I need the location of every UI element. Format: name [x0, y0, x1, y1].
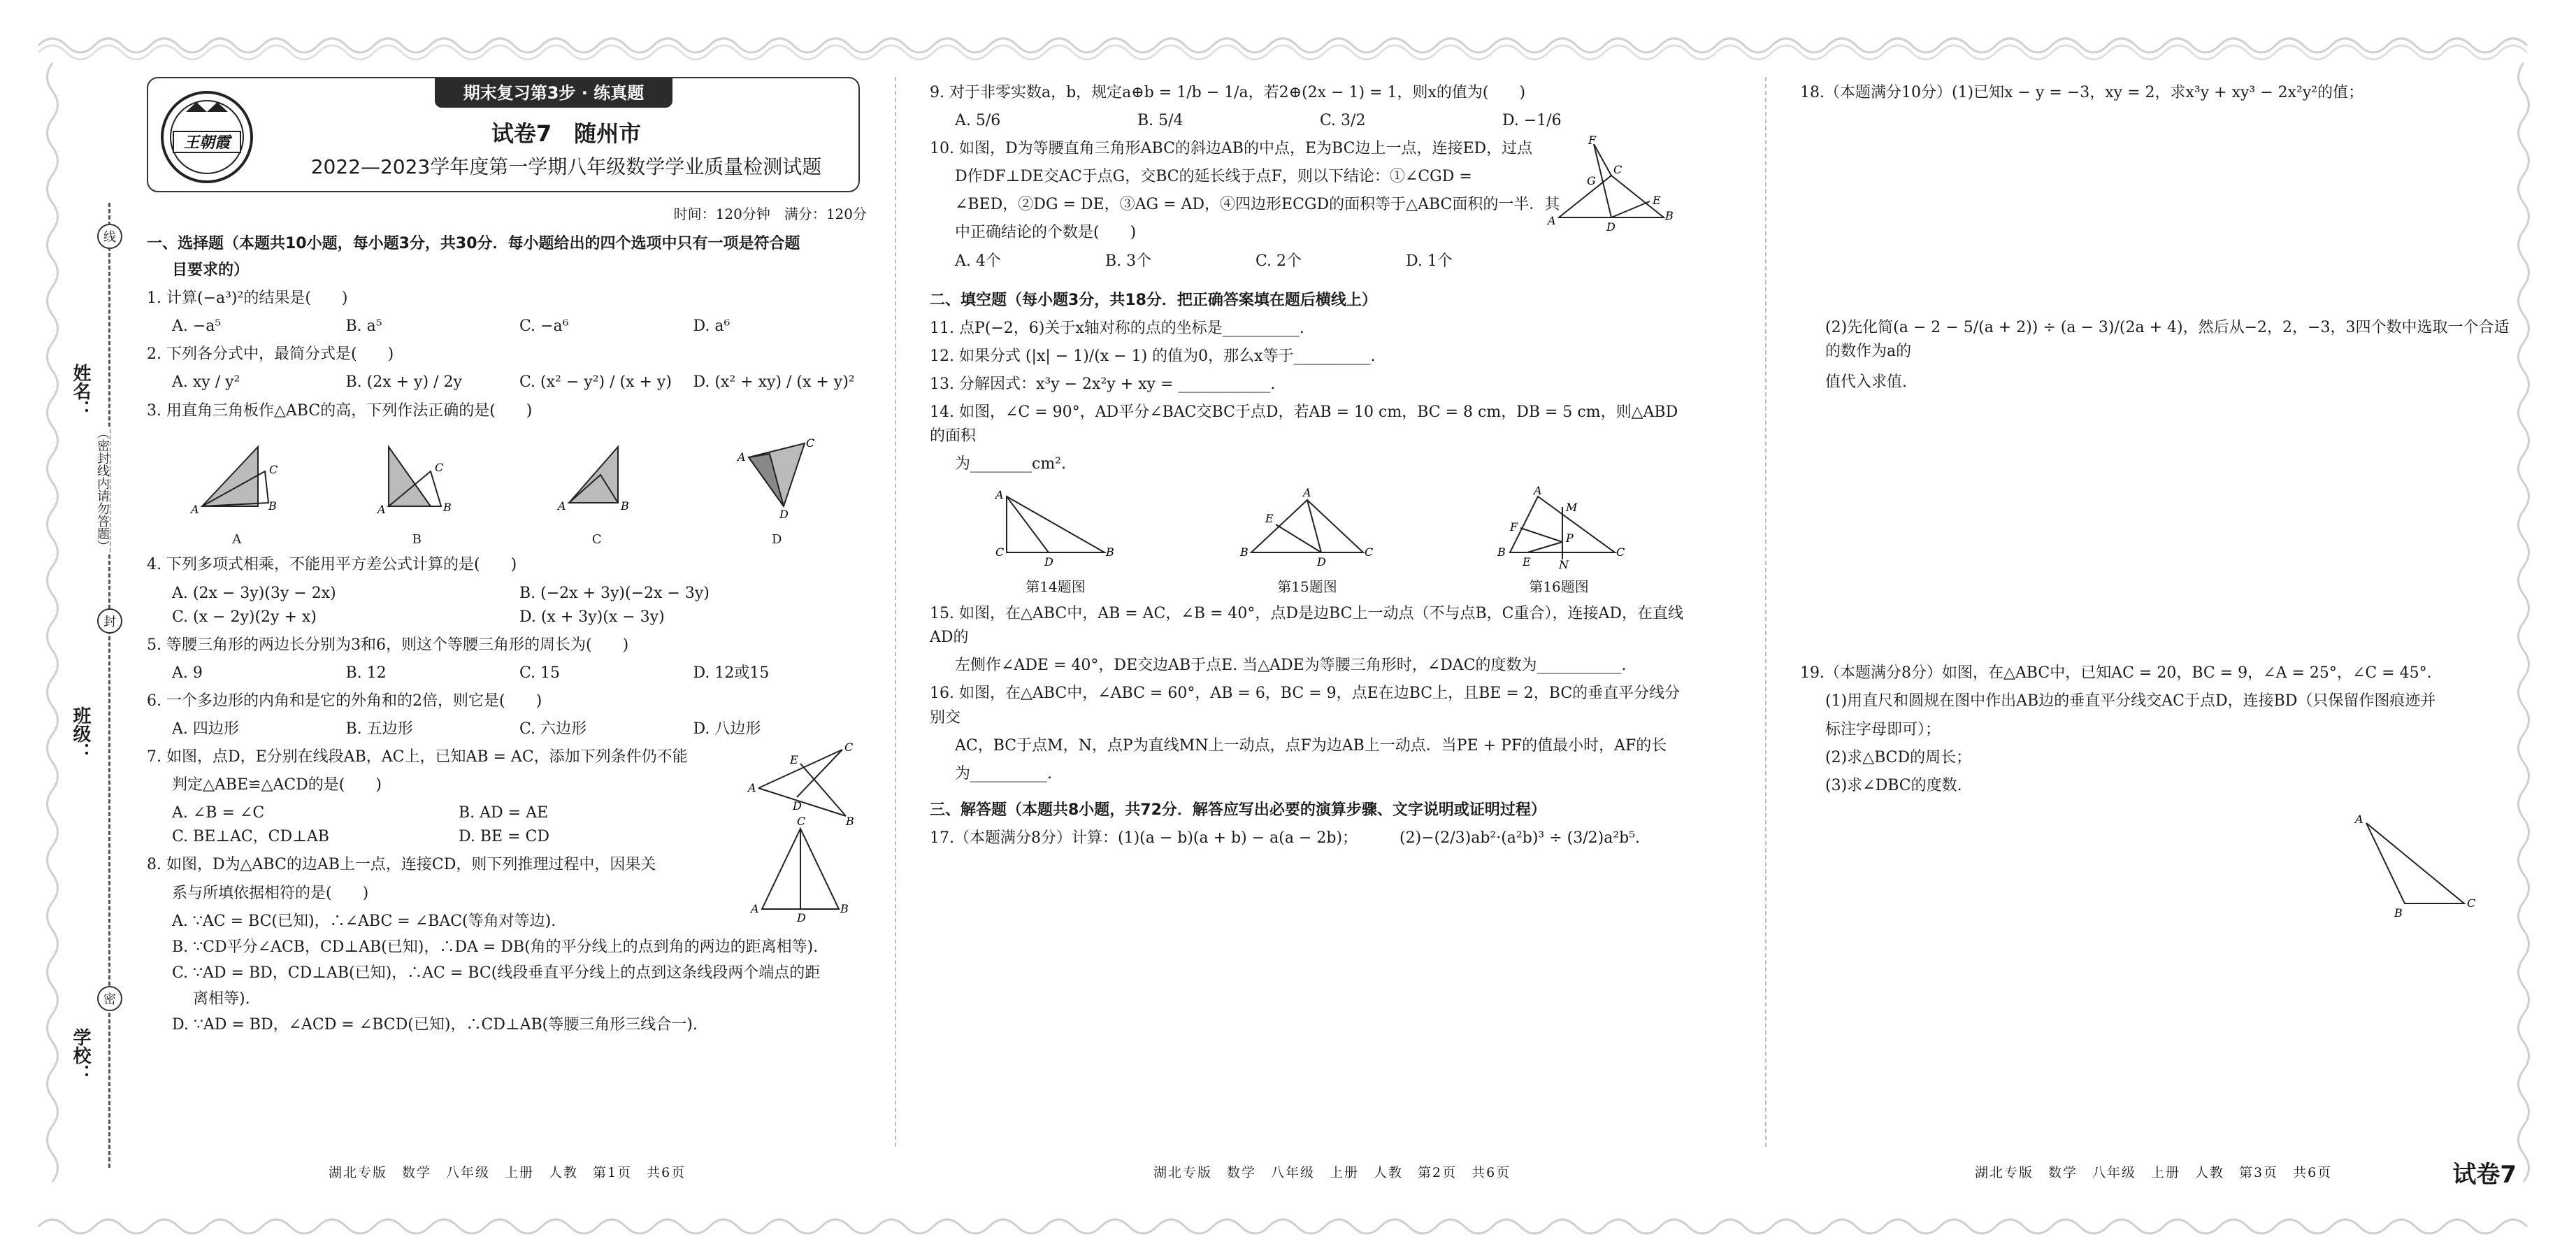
option-a: A. 4个	[955, 252, 1001, 270]
option-c: C. BE⊥AC，CD⊥AB	[172, 828, 329, 846]
option-d: D. 八边形	[693, 720, 761, 738]
question-15: 15. 如图，在△ABC中，AB = AC，∠B = 40°，点D是边BC上一动点（不与点B，C重合），连接AD，在直线AD的	[930, 605, 1683, 647]
option-c: C. (x² − y²) / (x + y)	[519, 373, 672, 392]
question-13: 13. 分解因式：x³y − 2x²y + xy = ____________.	[930, 375, 1276, 393]
svg-text:B: B	[1240, 545, 1249, 559]
option-c: C. (x − 2y)(2y + x)	[172, 608, 317, 626]
svg-text:E: E	[1523, 555, 1531, 569]
q15-figure	[1237, 486, 1377, 570]
question-5-options	[172, 662, 867, 685]
option-d: D. 1个	[1406, 252, 1453, 270]
left-wavy-border	[38, 63, 66, 1182]
option-d: D. ∵AD = BD，∠ACD = ∠BCD(已知)，∴CD⊥AB(等腰三角形三线合一).	[172, 1016, 698, 1034]
review-step-tab: 期末复习第3步 · 练真题	[435, 78, 672, 108]
section-2-title: 二、填空题（每小题3分，共18分．把正确答案填在题后横线上）	[930, 291, 1377, 309]
svg-text:A: A	[377, 502, 386, 516]
option-c: C. 六边形	[519, 720, 587, 738]
option-c-cont: 离相等).	[193, 989, 250, 1008]
question-7-options	[172, 801, 745, 849]
option-a: A. ∵AC = BC(已知)，∴∠ABC = ∠BAC(等角对等边).	[172, 912, 556, 930]
question-7: 7. 如图，点D，E分别在线段AB，AC上，已知AB = AC，添加下列条件仍不能	[147, 748, 688, 766]
option-c: C. ∵AD = BD，CD⊥AB(已知)，∴AC = BC(线段垂直平分线上的点到这条线段两个端点的距	[172, 964, 821, 982]
svg-text:A: A	[748, 781, 756, 795]
svg-text:B: B	[1665, 209, 1674, 223]
question-19-part-2: (2)求△BCD的周长；	[1825, 748, 1972, 766]
q3-figure-b	[368, 433, 466, 550]
option-b: B. 12	[345, 664, 387, 682]
answer-space-18-1	[1800, 109, 2520, 312]
q8-figure	[748, 815, 853, 925]
question-17-part-1: 17.（本题满分8分）计算：(1)(a − b)(a + b) − a(a − 2b)；	[930, 829, 1358, 847]
svg-text:B: B	[846, 815, 854, 829]
svg-text:E: E	[1265, 512, 1274, 526]
footer-page-3: 湖北专版 数学 八年级 上册 人教 第3页 共6页	[1975, 1165, 2333, 1180]
binding-seal-mark: 封	[97, 608, 122, 634]
question-18: 18.（本题满分10分）(1)已知x − y = −3，xy = 2，求x³y + xy³ − 2x²y²的值；	[1800, 84, 2364, 101]
paper-number: 试卷7	[2452, 1161, 2517, 1189]
figure-15-caption: 第15题图	[1277, 578, 1337, 596]
option-c: C. 15	[519, 664, 561, 682]
figure-16-caption: 第16题图	[1529, 578, 1589, 596]
question-2-options	[172, 371, 867, 394]
question-18-part-2: (2)先化简(a − 2 − 5/(a + 2)) ÷ (a − 3)/(2a + 4)，然后从−2，2，−3，3四个数中选取一个合适的数作为a的	[1825, 319, 2510, 361]
question-10-line2: D作DF⊥DE交AC于点G，交BC的延长线于点F，则以下结论：①∠CGD =	[955, 168, 1472, 186]
question-6-options	[172, 717, 867, 741]
svg-text:A: A	[751, 902, 759, 916]
option-d: D. BE = CD	[459, 828, 549, 846]
svg-text:C: C	[844, 741, 854, 755]
question-10-options	[955, 250, 1556, 273]
binding-fold-mark: 密	[97, 986, 122, 1011]
binding-line-mark: 线	[97, 224, 122, 249]
svg-text:D: D	[797, 911, 806, 925]
svg-text:E: E	[1653, 194, 1661, 208]
svg-text:P: P	[1566, 531, 1574, 545]
q16-figure	[1489, 486, 1629, 570]
option-b: B. 5/4	[1137, 112, 1183, 130]
question-10: 10. 如图，D为等腰直角三角形ABC的斜边AB的中点，E为BC边上一点，连接ED，过点	[930, 140, 1533, 158]
option-a: A. 5/6	[955, 112, 1001, 130]
column-divider-1	[895, 77, 896, 1147]
option-d: D. (x² + xy) / (x + y)²	[693, 373, 855, 392]
name-field-label: 姓名：	[70, 364, 91, 418]
question-17-part-2: (2)−(2/3)ab²·(a²b)³ ÷ (3/2)a²b⁵.	[1399, 829, 1641, 847]
triangle-figure	[188, 433, 286, 524]
option-b: B. ∵CD平分∠ACB，CD⊥AB(已知)，∴DA = DB(角的平分线上的点到角的两边的距离相等).	[172, 938, 819, 956]
binding-dashed-line	[108, 203, 110, 1168]
q10-figure	[1545, 134, 1678, 235]
figure-16	[1489, 486, 1629, 598]
svg-text:D: D	[1317, 555, 1326, 569]
option-a: A. 四边形	[172, 720, 239, 738]
option-a: A. xy / y²	[172, 373, 240, 392]
svg-text:A: A	[2355, 812, 2363, 826]
question-16-line3: 为__________.	[955, 764, 1052, 782]
question-7-cont: 判定△ABE≌△ACD的是( )	[172, 776, 382, 794]
question-17	[930, 827, 1685, 850]
svg-text:A: A	[1303, 486, 1311, 500]
option-c: C. −a⁶	[519, 317, 569, 336]
svg-text:C: C	[995, 545, 1005, 559]
question-19-part-1-cont: 标注字母即可）；	[1825, 720, 1941, 738]
svg-text:M: M	[1566, 501, 1578, 515]
svg-text:G: G	[1587, 174, 1596, 188]
option-d: D. a⁶	[693, 317, 731, 336]
question-10-line4: 中正确结论的个数是( )	[955, 224, 1137, 242]
svg-text:B: B	[840, 902, 849, 916]
question-1: 1. 计算(−a³)²的结果是( )	[147, 289, 348, 308]
svg-text:F: F	[1588, 134, 1597, 148]
question-9: 9. 对于非零实数a，b，规定a⊕b = 1/b − 1/a，若2⊕(2x − 1) = 1，则x的值为( )	[930, 84, 1526, 101]
q3-label-c: C	[591, 531, 602, 547]
svg-text:B: B	[620, 499, 629, 513]
svg-text:A: A	[1548, 214, 1556, 228]
option-a: A. −a⁵	[172, 317, 222, 336]
svg-text:D: D	[779, 507, 789, 521]
top-wavy-border	[38, 28, 2534, 63]
q14-figure	[986, 486, 1125, 570]
brand-logo	[158, 88, 256, 186]
page-3-column	[1800, 77, 2520, 1154]
question-11: 11. 点P(−2，6)关于x轴对称的点的坐标是__________.	[930, 319, 1304, 337]
question-4: 4. 下列多项式相乘，不能用平方差公式计算的是( )	[147, 556, 517, 574]
svg-text:B: B	[443, 500, 452, 514]
question-6: 6. 一个多边形的内角和是它的外角和的2倍，则它是( )	[147, 692, 542, 710]
question-2: 2. 下列各分式中，最简分式是( )	[147, 345, 394, 364]
svg-text:C: C	[435, 460, 444, 474]
q3-figure-a	[188, 433, 286, 550]
time-and-score: 时间：120分钟 满分：120分	[673, 206, 867, 222]
option-b: B. a⁵	[345, 317, 382, 336]
svg-text:D: D	[1044, 555, 1053, 569]
option-d: D. (x + 3y)(x − 3y)	[519, 608, 665, 626]
question-8-cont: 系与所填依据相符的是( )	[172, 884, 369, 902]
exam-header	[147, 77, 860, 192]
question-14-cont: 为________cm².	[955, 455, 1066, 473]
question-3: 3. 用直角三角板作△ABC的高，下列作法正确的是( )	[147, 401, 533, 420]
figure-14-caption: 第14题图	[1026, 578, 1086, 596]
question-16-line2: AC，BC于点M，N，点P为直线MN上一动点，点F为边AB上一动点．当PE + PF的值最小时，AF的长	[955, 736, 1667, 755]
svg-text:C: C	[1613, 163, 1622, 177]
column-divider-2	[1765, 77, 1766, 1147]
q3-label-a: A	[232, 531, 242, 547]
svg-text:A: A	[190, 502, 199, 516]
svg-text:B: B	[2394, 906, 2403, 920]
option-b: B. 五边形	[345, 720, 413, 738]
question-10-block	[930, 134, 1685, 273]
option-b: B. AD = AE	[459, 804, 549, 822]
question-14: 14. 如图，∠C = 90°，AD平分∠BAC交BC于点D，若AB = 10 cm，BC = 8 cm，DB = 5 cm，则△ABD的面积	[930, 403, 1678, 445]
svg-text:A: A	[1534, 484, 1542, 498]
question-8: 8. 如图，D为△ABC的边AB上一点，连接CD，则下列推理过程中，因果关	[147, 856, 656, 874]
q3-figure-c	[548, 433, 646, 550]
page-2-column	[930, 77, 1685, 1154]
svg-text:N: N	[1559, 558, 1569, 572]
svg-text:C: C	[2467, 896, 2476, 910]
section-1-title-cont: 目要求的）	[172, 262, 250, 280]
option-c: C. 2个	[1255, 252, 1302, 270]
class-field-label: 班级：	[70, 706, 91, 761]
svg-text:B: B	[268, 499, 277, 513]
question-19-part-3: (3)求∠DBC的度数.	[1825, 776, 1962, 794]
svg-text:B: B	[1106, 545, 1114, 559]
svg-text:A: A	[557, 499, 566, 513]
exam-subtitle: 2022—2023学年度第一学期八年级数学学业质量检测试题	[310, 155, 822, 178]
option-b: B. 3个	[1105, 252, 1152, 270]
q7-figure	[748, 743, 853, 827]
q3-label-b: B	[412, 531, 422, 547]
option-a: A. (2x − 3y)(3y − 2x)	[172, 584, 336, 602]
option-b: B. (−2x + 3y)(−2x − 3y)	[519, 584, 710, 602]
question-15-cont: 左侧作∠ADE = 40°，DE交边AB于点E. 当△ADE为等腰三角形时，∠DAC的度数为___________.	[955, 657, 1627, 675]
q19-figure	[2352, 809, 2478, 921]
question-19-figure-area	[1800, 802, 2520, 928]
page-1-column	[147, 77, 867, 1154]
svg-text:A: A	[737, 450, 746, 464]
figure-15	[1237, 486, 1377, 598]
exam-title: 试卷7 随州市	[491, 120, 642, 147]
footer-page-2: 湖北专版 数学 八年级 上册 人教 第2页 共6页	[1153, 1165, 1511, 1180]
school-field-label: 学校：	[70, 1028, 91, 1082]
question-9-options	[955, 109, 1685, 133]
option-d: D. 12或15	[693, 664, 770, 682]
question-12: 12. 如果分式 (|x| − 1)/(x − 1) 的值为0，那么x等于__________.	[930, 347, 1376, 365]
triangle-figure	[368, 433, 466, 524]
svg-text:D: D	[793, 799, 802, 813]
figure-14	[986, 486, 1125, 598]
svg-text:D: D	[1606, 220, 1616, 234]
option-a: A. 9	[172, 664, 203, 682]
svg-text:F: F	[1510, 520, 1518, 534]
svg-text:A: A	[995, 488, 1004, 502]
question-18-part-2-cont: 值代入求值.	[1825, 373, 1907, 392]
option-d: D. −1/6	[1502, 112, 1562, 130]
question-5: 5. 等腰三角形的两边长分别为3和6，则这个等腰三角形的周长为( )	[147, 636, 629, 654]
svg-text:B: B	[1497, 545, 1506, 559]
footer-page-1: 湖北专版 数学 八年级 上册 人教 第1页 共6页	[329, 1165, 686, 1180]
svg-text:C: C	[1616, 545, 1625, 559]
answer-space-18-2	[1800, 399, 2520, 657]
option-c: C. 3/2	[1320, 112, 1366, 130]
svg-text:C: C	[806, 436, 815, 450]
fill-in-figures	[930, 486, 1685, 598]
svg-text:C: C	[797, 815, 806, 829]
triangle-figure	[728, 433, 826, 524]
binding-strip	[66, 203, 115, 1168]
question-1-options	[172, 315, 867, 338]
q3-figure-d	[728, 433, 826, 550]
svg-text:E: E	[790, 753, 798, 767]
question-4-options	[172, 582, 867, 629]
bottom-wavy-border	[38, 1209, 2534, 1244]
svg-text:C: C	[268, 462, 278, 476]
question-19: 19.（本题满分8分）如图，在△ABC中，已知AC = 20，BC = 9，∠A = 25°，∠C = 45°.	[1800, 664, 2432, 682]
triangle-figure	[548, 433, 646, 524]
question-10-line3: ∠BED，②DG = DE，③AG = AD，④四边形ECGD的面积等于△ABC面积的一半．其	[955, 196, 1560, 214]
svg-text:王朝霞: 王朝霞	[183, 134, 231, 152]
question-3-figures	[147, 433, 867, 550]
option-a: A. ∠B = ∠C	[172, 804, 265, 822]
q3-label-d: D	[772, 531, 782, 547]
section-1-title: 一、选择题（本题共10小题，每小题3分，共30分．每小题给出的四个选项中只有一项是符合题	[147, 235, 800, 252]
svg-text:C: C	[1365, 545, 1374, 559]
question-16: 16. 如图，在△ABC中，∠ABC = 60°，AB = 6，BC = 9，点E在边BC上，且BE = 2，BC的垂直平分线分别交	[930, 685, 1681, 727]
section-3-title: 三、解答题（本题共8小题，共72分．解答应写出必要的演算步骤、文字说明或证明过程）	[930, 801, 1546, 819]
option-b: B. (2x + y) / 2y	[345, 373, 462, 392]
binding-note: （密封线内请勿答题）	[95, 427, 110, 552]
question-19-part-1: (1)用直尺和圆规在图中作出AB边的垂直平分线交AC于点D，连接BD（只保留作图痕迹并	[1825, 692, 2436, 710]
